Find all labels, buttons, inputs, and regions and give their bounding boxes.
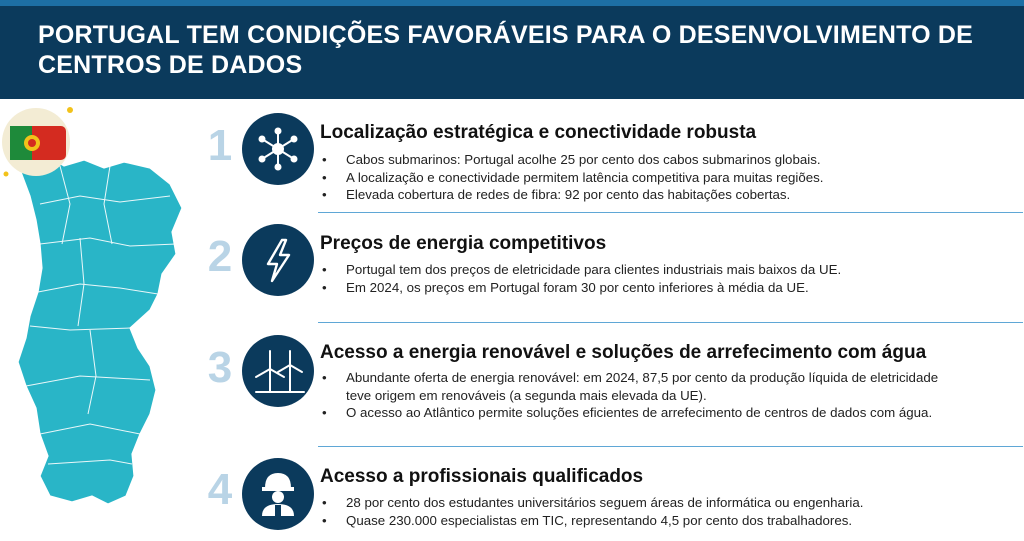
section-title-3: Acesso a energia renovável e soluções de arrefecimento com água	[320, 342, 927, 363]
separator-1	[318, 212, 1023, 213]
bullet-item: • Em 2024, os preços em Portugal foram 30 por cento inferiores à média da UE.	[322, 279, 1012, 297]
bullet-item: • 28 por cento dos estudantes universitários seguem áreas de informática ou engenharia.	[322, 494, 1012, 512]
section-bullets-4	[322, 494, 1012, 529]
section-number-1: 1	[207, 121, 233, 170]
wind-turbine-icon	[242, 335, 314, 407]
page-title: PORTUGAL TEM CONDIÇÕES FAVORÁVEIS PARA O DESENVOLVIMENTO DE CENTROS DE DADOS	[38, 21, 974, 79]
section-bullets-1	[322, 151, 1012, 204]
bullet-item: • Portugal tem dos preços de eletricidade para clientes industriais mais baixos da UE.	[322, 261, 1012, 279]
network-icon	[242, 113, 314, 185]
header-top-strip	[0, 0, 1024, 6]
section-bullets-2	[322, 261, 1012, 296]
bullet-item: • A localização e conectividade permitem latência competitiva para muitas regiões.	[322, 169, 1012, 187]
portugal-map	[0, 104, 210, 541]
bullet-item: • O acesso ao Atlântico permite soluções eficientes de arrefecimento de centros de dados com água.	[322, 404, 962, 422]
section-title-4: Acesso a profissionais qualificados	[320, 466, 644, 487]
bullet-item: • Elevada cobertura de redes de fibra: 92 por cento das habitações cobertas.	[322, 186, 1012, 204]
section-number-2: 2	[207, 232, 233, 281]
bullet-item: • Quase 230.000 especialistas em TIC, representando 4,5 por cento dos trabalhadores.	[322, 512, 1012, 530]
separator-2	[318, 322, 1023, 323]
section-bullets-3	[322, 369, 962, 422]
section-title-2: Preços de energia competitivos	[320, 233, 607, 254]
icon-circle-3	[242, 335, 314, 407]
bullet-item: • Abundante oferta de energia renovável: em 2024, 87,5 por cento da produção líquida de eletricidade teve origem em renováveis (a segunda mais elevada da UE).	[322, 369, 962, 404]
section-number-4: 4	[207, 465, 233, 514]
icon-circle-4	[242, 458, 314, 530]
section-number-3: 3	[207, 343, 233, 392]
bullet-item: • Cabos submarinos: Portugal acolhe 25 por cento dos cabos submarinos globais.	[322, 151, 1012, 169]
separator-3	[318, 446, 1023, 447]
lightning-icon	[242, 224, 314, 296]
section-title-1: Localização estratégica e conectividade robusta	[320, 122, 757, 143]
icon-circle-1	[242, 113, 314, 185]
header-banner	[0, 0, 1024, 99]
icon-circle-2	[242, 224, 314, 296]
worker-icon	[242, 458, 314, 530]
